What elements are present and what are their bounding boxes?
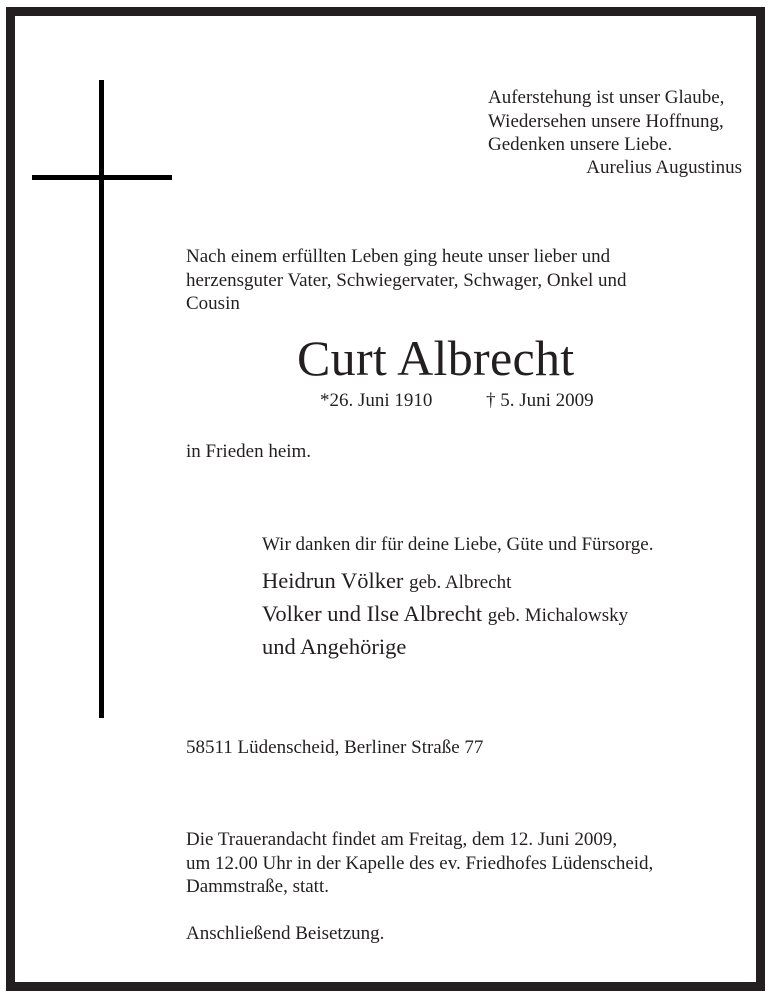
service-line: um 12.00 Uhr in der Kapelle des ev. Friedhofes Lüdenscheid,: [186, 852, 654, 874]
intro-line: Nach einem erfüllten Leben ging heute unser lieber und: [186, 246, 611, 267]
quote-author: Aurelius Augustinus: [586, 157, 742, 178]
mourner-note: geb. Michalowsky: [487, 605, 629, 626]
birth-date: *26. Juni 1910: [320, 390, 433, 411]
deceased-name: Curt Albrecht: [297, 330, 575, 386]
service-info: [186, 828, 653, 899]
burial-note: Anschließend Beisetzung.: [186, 923, 385, 944]
mourner-name: und Angehörige: [262, 634, 407, 659]
thanks-text: Wir danken dir für deine Liebe, Güte und Fürsorge.: [262, 534, 654, 555]
closing-text: in Frieden heim.: [186, 441, 312, 462]
mourner: [262, 634, 406, 660]
mourner: [262, 601, 628, 629]
mourner-name: Volker und Ilse Albrecht: [262, 601, 483, 626]
service-line: Die Trauerandacht findet am Freitag, dem 12. Juni 2009,: [186, 829, 618, 850]
intro-text: [186, 245, 627, 316]
cross-icon-horizontal: [32, 175, 172, 180]
address: 58511 Lüdenscheid, Berliner Straße 77: [186, 737, 484, 758]
quote-line: Auferstehung ist unser Glaube,: [488, 87, 725, 108]
quote: [488, 86, 724, 157]
service-line: Dammstraße, statt.: [186, 876, 329, 897]
intro-line: herzensguter Vater, Schwiegervater, Schwager, Onkel und: [186, 269, 627, 291]
death-date: † 5. Juni 2009: [486, 390, 594, 411]
mourner-note: geb. Albrecht: [409, 572, 512, 593]
quote-line: Gedenken unsere Liebe.: [488, 134, 673, 155]
quote-line: Wiedersehen unsere Hoffnung,: [488, 110, 724, 132]
mourner: [262, 568, 511, 596]
intro-line: Cousin: [186, 293, 240, 314]
mourner-name: Heidrun Völker: [262, 568, 404, 593]
